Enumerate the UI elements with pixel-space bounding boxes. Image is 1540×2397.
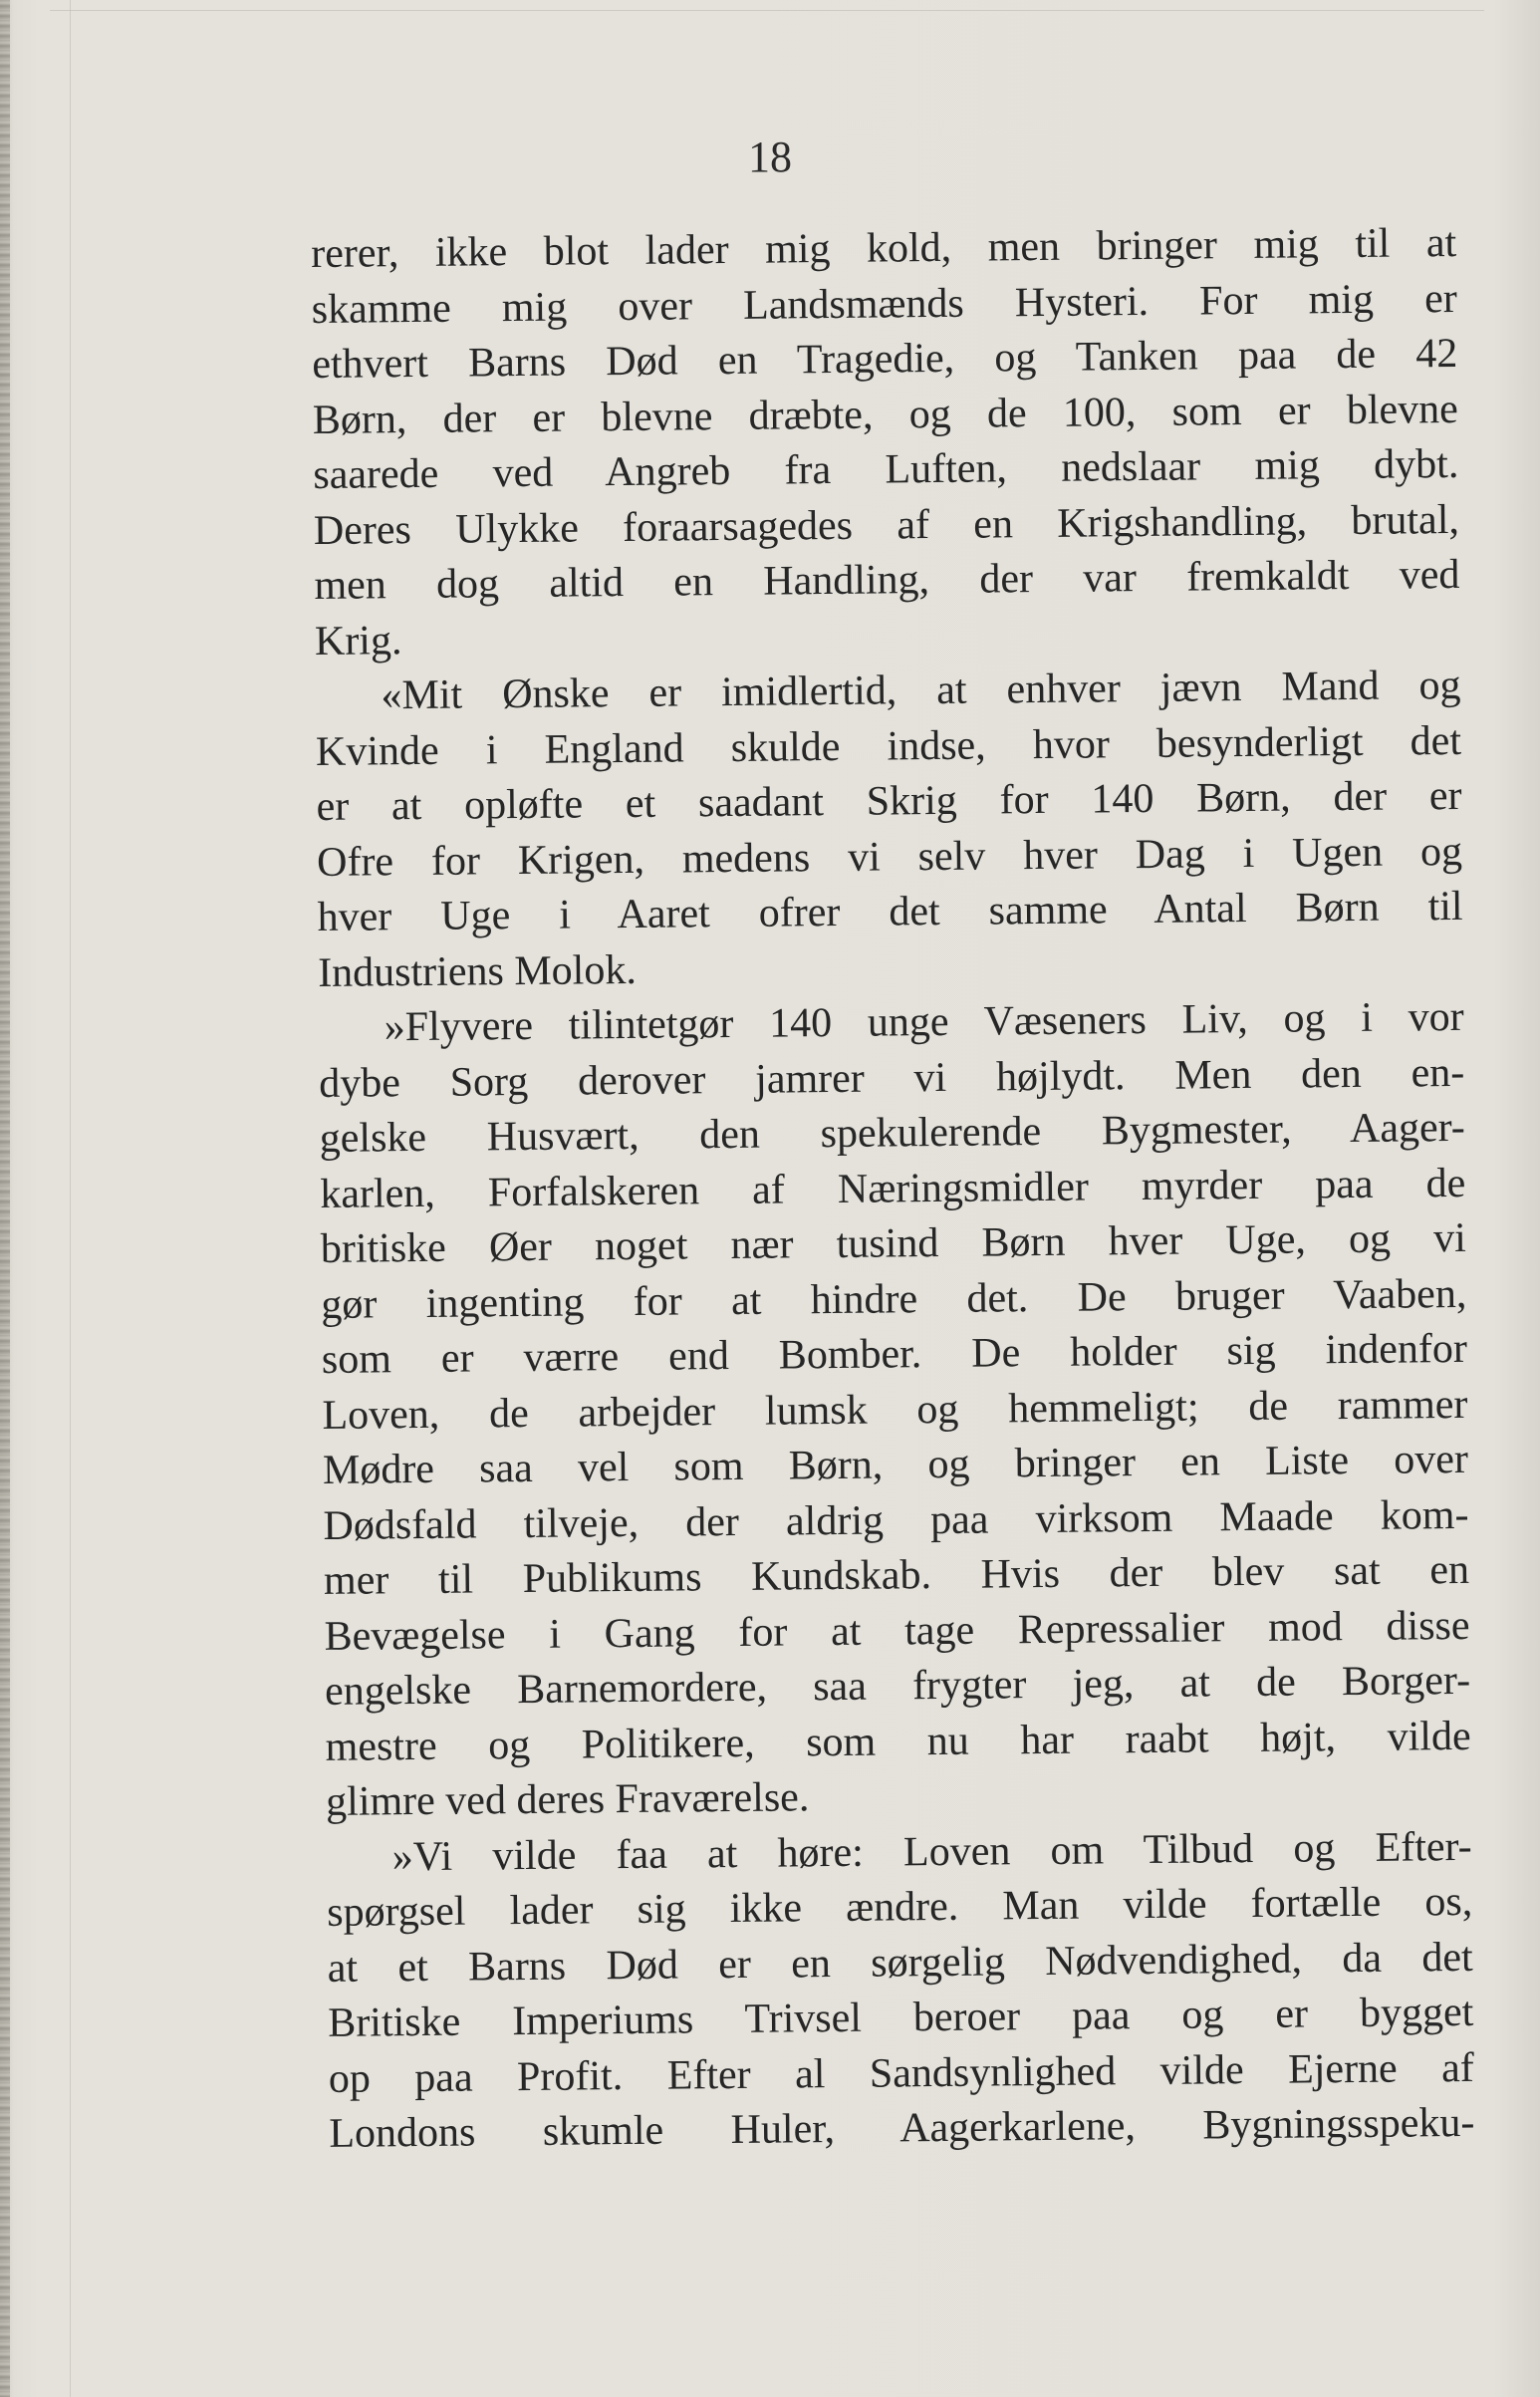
text-line: rerer, ikke blot lader mig kold, men bringer mig til at <box>311 219 1457 277</box>
text-line: Deres Ulykke foraarsagedes af en Krigshandling, brutal, <box>313 496 1460 554</box>
page-top-edge <box>50 10 1484 11</box>
text-line: engelske Barnemordere, saa frygter jeg, at de Borger- <box>324 1657 1471 1715</box>
page-margin-line <box>70 0 71 2397</box>
text-line: Bevægelse i Gang for at tage Repressalier mod disse <box>324 1602 1470 1660</box>
text-line: Loven, de arbejder lumsk og hemmeligt; de rammer <box>322 1381 1468 1439</box>
text-line: er at opløfte et saadant Skrig for 140 Børn, der er <box>316 772 1462 830</box>
page-number: 18 <box>748 133 792 181</box>
paragraph-start-line: «Mit Ønske er imidlertid, at enhver jævn Mand og <box>381 662 1461 719</box>
body-text <box>311 216 1475 2162</box>
text-line: Børn, der er blevne dræbte, og de 100, som er blevne <box>312 386 1459 443</box>
text-line: Londons skumle Huler, Aagerkarlene, Bygningsspeku- <box>329 2099 1475 2157</box>
page-binding-edge <box>0 0 10 2397</box>
text-line: at et Barns Død er en sørgelig Nødvendighed, da det <box>327 1934 1473 1992</box>
text-line: dybe Sorg derover jamrer vi højlydt. Men den en- <box>319 1049 1465 1107</box>
text-line: som er værre end Bomber. De holder sig indenfor <box>321 1325 1468 1383</box>
text-line: gelske Husvært, den spekulerende Bygmester, Aager- <box>319 1104 1465 1162</box>
text-line: Dødsfald tilveje, der aldrig paa virksom Maade kom- <box>323 1491 1469 1549</box>
text-line: men dog altid en Handling, der var fremkaldt ved <box>314 551 1460 609</box>
text-line: britiske Øer noget nær tusind Børn hver Uge, og vi <box>320 1214 1467 1272</box>
text-line: op paa Profit. Efter al Sandsynlighed vilde Ejerne af <box>328 2044 1475 2102</box>
text-line: skamme mig over Landsmænds Hysteri. For mig er <box>311 275 1457 333</box>
text-line: karlen, Forfalskeren af Næringsmidler myrder paa de <box>320 1160 1466 1217</box>
text-line: hver Uge i Aaret ofrer det samme Antal Børn til <box>317 883 1463 940</box>
text-line: Kvinde i England skulde indse, hvor besynderligt det <box>315 717 1462 775</box>
text-line: gør ingenting for at hindre det. De bruger Vaaben, <box>321 1270 1467 1328</box>
text-line: glimre ved deres Fraværelse. <box>325 1774 810 1825</box>
text-line: saarede ved Angreb fra Luften, nedslaar mig dybt. <box>313 440 1459 498</box>
text-line: mestre og Politikere, som nu har raabt højt, vilde <box>325 1713 1471 1770</box>
text-line: ethvert Barns Død en Tragedie, og Tanken paa de 42 <box>312 330 1458 388</box>
paragraph-start-line: »Vi vilde faa at høre: Loven om Tilbud og Efter- <box>391 1823 1472 1880</box>
text-line: Britiske Imperiums Trivsel beroer paa og er bygget <box>328 1989 1474 2046</box>
text-line: Ofre for Krigen, medens vi selv hver Dag i Ugen og <box>316 828 1463 886</box>
text-line: spørgsel lader sig ikke ændre. Man vilde fortælle os, <box>327 1878 1473 1936</box>
paragraph-start-line: »Flyvere tilintetgør 140 unge Væseners Liv, og i vor <box>384 993 1464 1051</box>
text-line: mer til Publikums Kundskab. Hvis der blev sat en <box>323 1546 1470 1604</box>
text-line: Industriens Molok. <box>317 946 638 996</box>
text-line: Mødre saa vel som Børn, og bringer en Liste over <box>322 1436 1469 1493</box>
text-line: Krig. <box>314 617 402 665</box>
